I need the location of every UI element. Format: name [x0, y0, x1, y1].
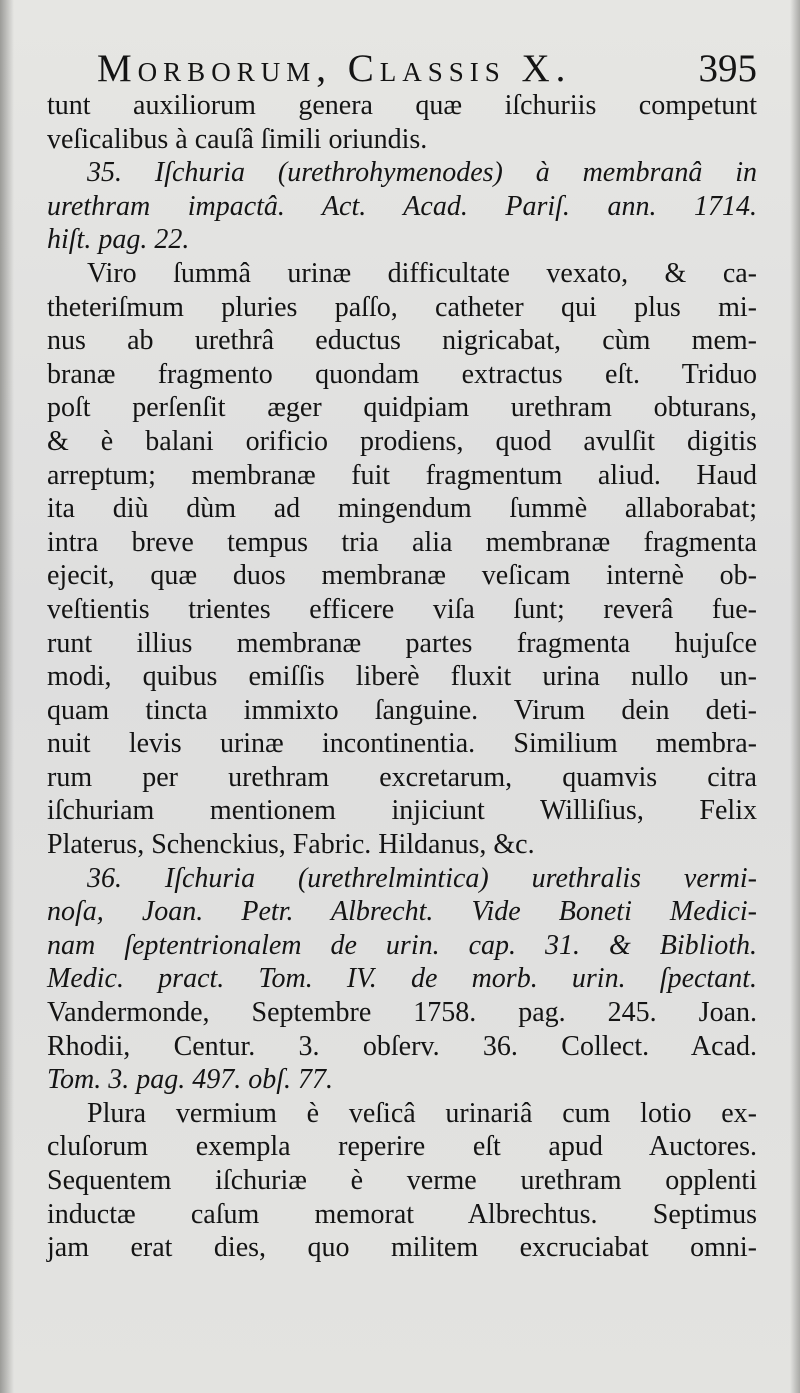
text-line: runt illius membranæ partes fragmenta hujuſce: [47, 627, 757, 659]
text-line: ejecit, quæ duos membranæ veſicam internè ob-: [47, 560, 757, 592]
text-line: nam ſeptentrionalem de urin. cap. 31. & Biblioth.: [47, 929, 757, 961]
text-line: poſt perſenſit æger quidpiam urethram obturans,: [47, 392, 757, 424]
body-text: [47, 89, 757, 1265]
text-line: Vandermonde, Septembre 1758. pag. 245. Joan.: [47, 997, 757, 1029]
text-line: arreptum; membranæ fuit fragmentum aliud. Haud: [47, 459, 757, 491]
text-line: modi, quibus emiſſis liberè fluxit urina nullo un-: [47, 661, 757, 693]
text-line: noſa, Joan. Petr. Albrecht. Vide Boneti Medici-: [47, 896, 757, 928]
text-line: hiſt. pag. 22.: [47, 224, 190, 256]
text-line: Viro ſummâ urinæ difficultate vexato, & ca-: [87, 257, 757, 289]
text-line: ita diù dùm ad mingendum ſummè allaborabat;: [47, 493, 757, 525]
text-line: veſtientis trientes efficere viſa ſunt; reverâ fue-: [47, 593, 757, 625]
text-line: rum per urethram excretarum, quamvis citra: [47, 761, 757, 793]
text-line: nuit levis urinæ incontinentia. Similium membra-: [47, 728, 757, 760]
text-line: veſicalibus à cauſâ ſimili oriundis.: [47, 123, 428, 155]
text-line: Sequentem iſchuriæ è verme urethram opplenti: [47, 1165, 757, 1196]
text-line: quam tincta immixto ſanguine. Virum dein deti-: [47, 694, 757, 726]
page-number: 395: [698, 47, 757, 90]
text-line: jam erat dies, quo militem excruciabat omni-: [47, 1232, 757, 1264]
section-heading-35: 35. Iſchuria (urethrohymenodes) à membranâ in: [87, 157, 757, 189]
text-line: intra breve tempus tria alia membranæ fragmenta: [47, 526, 757, 558]
text-line: nus ab urethrâ eductus nigricabat, cùm mem-: [47, 325, 757, 357]
text-line: urethram impactâ. Act. Acad. Pariſ. ann. 1714.: [47, 190, 757, 222]
text-line: tunt auxiliorum genera quæ iſchuriis competunt: [47, 90, 757, 121]
text-line: Platerus, Schenckius, Fabric. Hildanus, &c.: [47, 829, 535, 861]
section-heading-36: 36. Iſchuria (urethrelmintica) urethralis vermi-: [87, 862, 757, 894]
text-line: theteriſmum pluries paſſo, catheter qui plus mi-: [47, 291, 757, 323]
text-line: iſchuriam mentionem injiciunt Williſius, Felix: [47, 795, 757, 827]
running-head: Morborum, Classis X.: [97, 47, 572, 90]
text-line: Plura vermium è veſicâ urinariâ cum lotio ex-: [87, 1097, 757, 1129]
text-line: cluſorum exempla reperire eſt apud Auctores.: [47, 1131, 757, 1163]
page-header: [97, 44, 757, 94]
text-line: Rhodii, Centur. 3. obſerv. 36. Collect. Acad.: [47, 1030, 757, 1062]
text-line: Tom. 3. pag. 497. obſ. 77.: [47, 1064, 334, 1096]
text-line: Medic. pract. Tom. IV. de morb. urin. ſpectant.: [47, 963, 757, 995]
text-line: inductæ caſum memorat Albrechtus. Septimus: [47, 1198, 757, 1230]
text-line: & è balani orificio prodiens, quod avulſit digitis: [47, 425, 757, 457]
text-line: branæ fragmento quondam extractus eſt. Triduo: [47, 358, 757, 390]
